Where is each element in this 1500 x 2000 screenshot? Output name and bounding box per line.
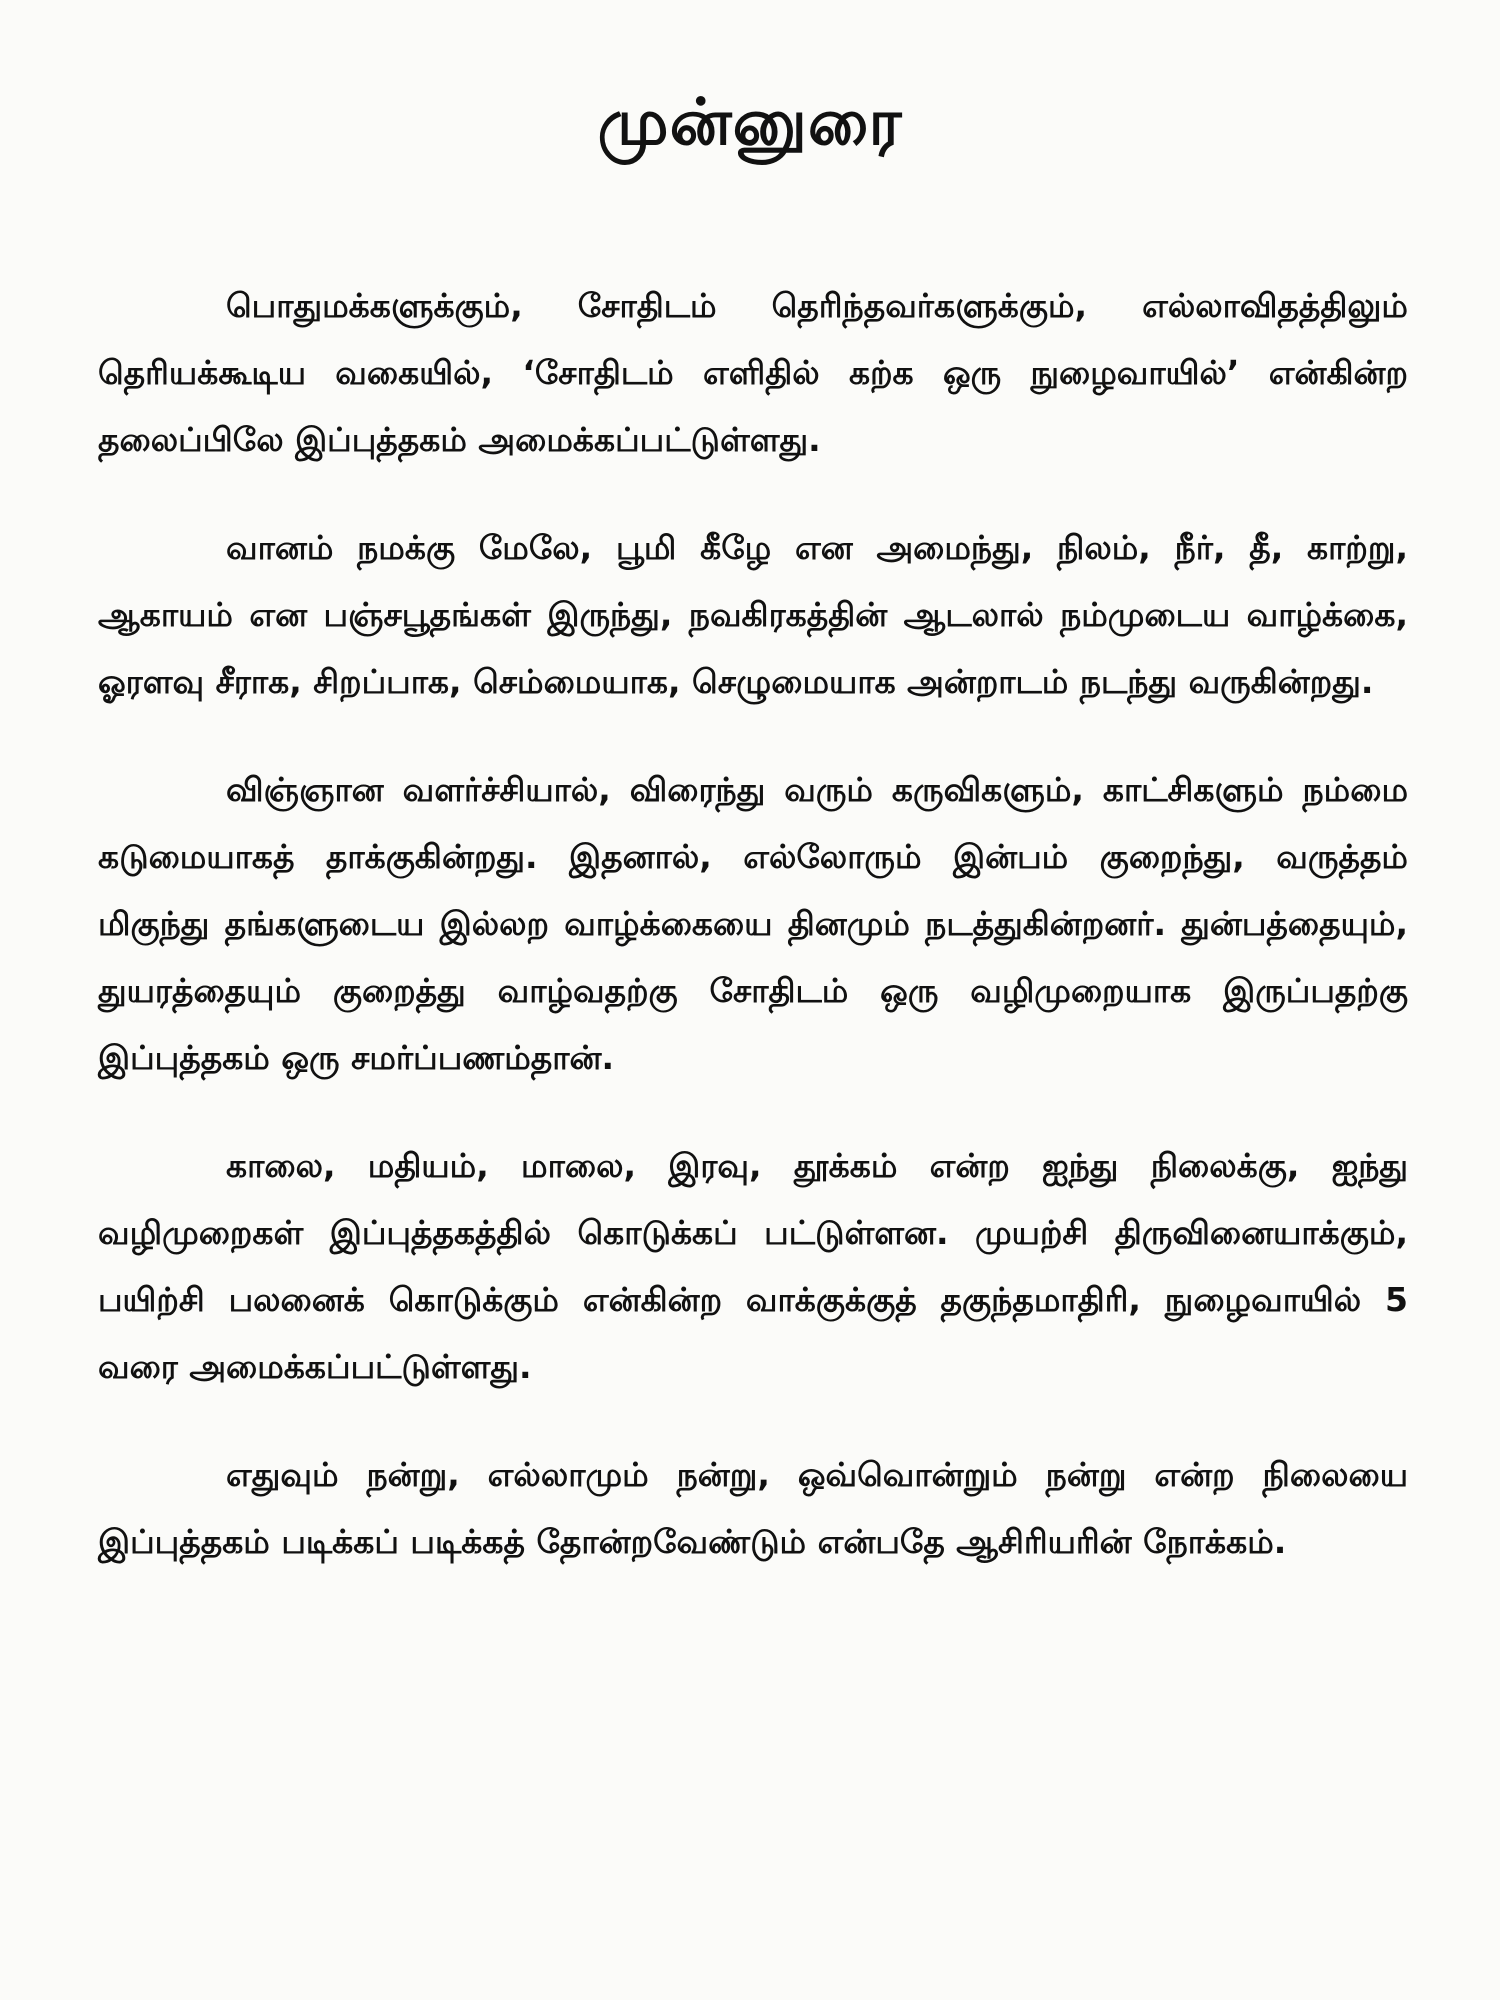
paragraph: விஞ்ஞான வளர்ச்சியால், விரைந்து வரும் கருவிகளும், காட்சிகளும் நம்மை கடுமையாகத் தாக்குகின்றது. இதனால், எல்லோரும் இன்பம் குறைந்து, வருத்தம் மிகுந்து தங்களுடைய இல்லற வாழ்க்கையை தினமும் நடத்துகின்றனர். துன்பத்தையும், துயரத்தையும் குறைத்து வாழ்வதற்கு சோதிடம் ஒரு வழிமுறையாக இருப்பதற்கு இப்புத்தகம் ஒரு சமர்ப்பணம்தான். xyxy=(98,770,1408,1077)
page-title: முன்னுரை xyxy=(597,86,903,160)
paragraph: எதுவும் நன்று, எல்லாமும் நன்று, ஒவ்வொன்றும் நன்று என்ற நிலையை இப்புத்தகம் படிக்கப் படிக்கத் தோன்றவேண்டும் என்பதே ஆசிரியரின் நோக்கம். xyxy=(98,1455,1408,1561)
document-body xyxy=(98,272,1408,1616)
paragraph: வானம் நமக்கு மேலே, பூமி கீழே என அமைந்து, நிலம், நீர், தீ, காற்று, ஆகாயம் என பஞ்சபூதங்கள் இருந்து, நவகிரகத்தின் ஆடலால் நம்முடைய வாழ்க்கை, ஓரளவு சீராக, சிறப்பாக, செம்மையாக, செழுமையாக அன்றாடம் நடந்து வருகின்றது. xyxy=(98,528,1408,701)
paragraph: காலை, மதியம், மாலை, இரவு, தூக்கம் என்ற ஐந்து நிலைக்கு, ஐந்து வழிமுறைகள் இப்புத்தகத்தில் கொடுக்கப் பட்டுள்ளன. முயற்சி திருவினையாக்கும், பயிற்சி பலனைக் கொடுக்கும் என்கின்ற வாக்குக்குத் தகுந்தமாதிரி, நுழைவாயில் 5 வரை அமைக்கப்பட்டுள்ளது. xyxy=(98,1146,1408,1386)
paragraph: பொதுமக்களுக்கும், சோதிடம் தெரிந்தவர்களுக்கும், எல்லாவிதத்திலும் தெரியக்கூடிய வகையில், ‘சோதிடம் எளிதில் கற்க ஒரு நுழைவாயில்’ என்கின்ற தலைப்பிலே இப்புத்தகம் அமைக்கப்பட்டுள்ளது. xyxy=(98,286,1408,459)
